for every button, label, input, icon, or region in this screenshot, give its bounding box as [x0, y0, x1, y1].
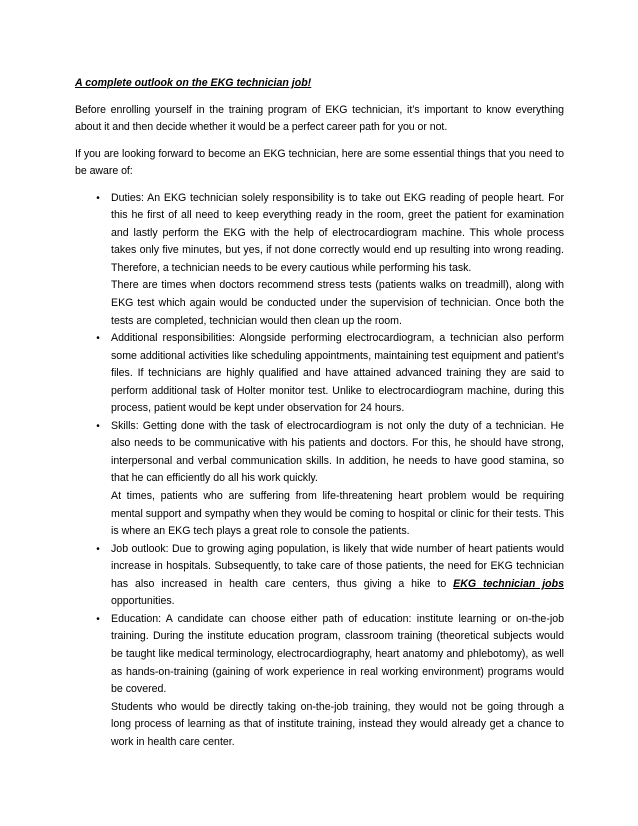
list-item-text: [111, 330, 564, 418]
bullet-icon: •: [96, 613, 100, 625]
ekg-technician-jobs-link[interactable]: EKG technician jobs: [453, 577, 564, 590]
duties-text-2: There are times when doctors recommend stress tests (patients walks on treadmill), along with EKG test which again would be conducted under the supervision of technician. Once both the tests are completed, technician would then clean up the room.: [111, 279, 564, 327]
list-item-text: [111, 190, 564, 330]
list-item-job-outlook: [75, 541, 564, 611]
skills-text-2: At times, patients who are suffering from life-threatening heart problem would be requiring mental support and sympathy when they would be coming to hospital or clinic for their tests. This is where an EKG tech plays a great role to console the patients.: [111, 490, 564, 538]
list-item-additional-responsibilities: [75, 330, 564, 418]
education-text: Education: A candidate can choose either path of education: institute learning or on-the-job training. During the institute education program, classroom training (theoretical subjects would be taught like medical terminology, electrocardiography, heart anatomy and phlebotomy), as well as hands-on-training (gaining of work experience in real working environment) programs would be covered.: [111, 612, 564, 696]
skills-text: Skills: Getting done with the task of electrocardiogram is not only the duty of a technician. He also needs to be communicative with his patients and doctors. For this, he should have strong, interpersonal and verbal communication skills. In addition, he needs to have good stamina, so that he can efficiently do all his work quickly.: [111, 419, 564, 485]
intro-paragraph-1: Before enrolling yourself in the training program of EKG technician, it’s important to know everything about it and then decide whether it would be a perfect career path for you or not.: [75, 103, 564, 134]
list-item-skills: [75, 418, 564, 541]
bullet-icon: •: [96, 192, 100, 204]
bullet-list: [75, 190, 564, 752]
duties-text: Duties: An EKG technician solely responsibility is to take out EKG reading of people heart. For this he first of all need to keep everything ready in the room, greet the patient for examination and lastly perform the EKG with the help of electrocardiogram machine. This whole process takes only five minutes, but yes, if not done correctly would end up resulting into wrong reading. Therefore, a technician needs to be every cautious while performing his task.: [111, 191, 564, 274]
job-outlook-text: Job outlook: Due to growing aging population, is likely that wide number of heart patients would increase in hospitals. Subsequently, to take care of those patients, the need for EKG technician has also increased in health care centers, thus giving a hike to: [111, 542, 564, 590]
intro-paragraph-2: If you are looking forward to become an EKG technician, here are some essential things that you need to be aware of:: [75, 147, 564, 178]
document-title: A complete outlook on the EKG technician job!: [75, 77, 312, 89]
list-item-education: [75, 611, 564, 751]
list-item-text: [111, 611, 564, 751]
bullet-icon: •: [96, 420, 100, 432]
list-item-duties: [75, 190, 564, 330]
education-text-2: Students who would be directly taking on-the-job training, they would not be going through a long process of learning as that of institute training, instead they would already get a chance to work in health care center.: [111, 700, 564, 748]
document-page: [75, 75, 564, 751]
additional-responsibilities-text: Additional responsibilities: Alongside performing electrocardiogram, a technician also perform some additional activities like scheduling appointments, maintaining test equipment and patient’s files. If technicians are highly qualified and have attained advanced training they are said to perform additional task of Holter monitor test. Unlike to electrocardiogram machine, during this process, patient would be kept under observation for 24 hours.: [111, 332, 564, 415]
list-item-text: [111, 418, 564, 541]
list-item-text: [111, 541, 564, 611]
job-outlook-text-end: opportunities.: [111, 595, 175, 608]
bullet-icon: •: [96, 333, 100, 345]
bullet-icon: •: [96, 543, 100, 555]
